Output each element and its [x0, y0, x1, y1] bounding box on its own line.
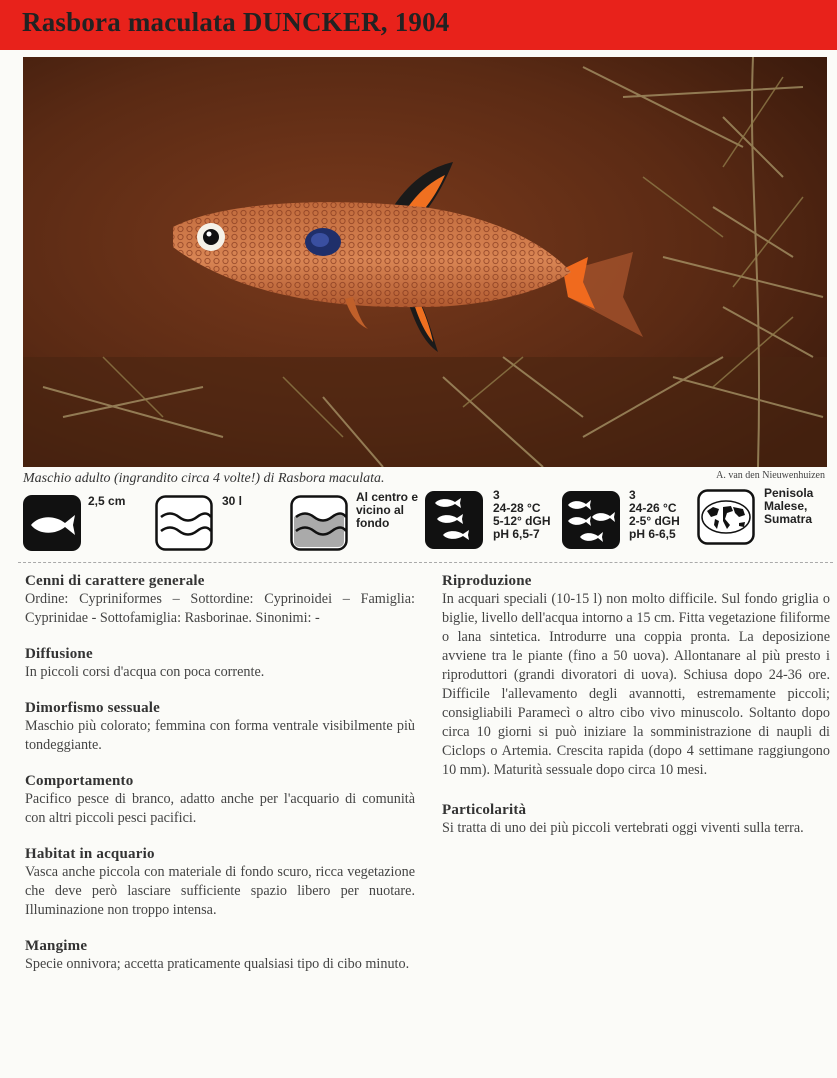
- water-zone-label: Al centro e vicino al fondo: [356, 490, 419, 530]
- section-text: Ordine: Cypriniformes – Sottordine: Cyprinoidei – Famiglia: Cyprinidae - Sottofamiglia: Rasborinae. Sinonimi: -: [25, 591, 415, 626]
- section-text: Si tratta di uno dei più piccoli vertebrati oggi viventi sulla terra.: [442, 820, 804, 836]
- fish-photo-illustration: [23, 57, 827, 467]
- section-heading: Dimorfismo sessuale: [25, 700, 161, 716]
- title-banner: [0, 0, 837, 50]
- section-heading: Habitat in acquario: [25, 846, 155, 862]
- section-text: In piccoli corsi d'acqua con poca corrente.: [25, 664, 265, 680]
- section-text: In acquari speciali (10-15 l) non molto difficile. Sul fondo griglia o biglie, livello dell'acqua intorno a 15 cm. Fitta vegetazione filiforme o lana sintetica. Introdurre una coppia pronta. La deposizione avviene tra le piante (fino a 50 uova). Allontanare al più presto i riproduttori (grandi divoratori di uova). Schiusa dopo 24-36 ore. Difficile l'allevamento degli avannotti, estremamente piccoli; consigliabili Paramecì o altro cibo vivo minuscolo. Soltanto dopo circa 10 giorni si può iniziare la somministrazione di naupli di Ciclops o Artemia. Crescita rapida (dopo 4 settimane raggiungono 10 mm). Maturità sessuale dopo circa 10 mesi.: [442, 591, 830, 778]
- tank-volume-label: 30 l: [222, 494, 243, 508]
- right-column: [442, 573, 830, 838]
- section-text: Vasca anche piccola con materiale di fondo scuro, ricca vegetazione che deve però lasciare sufficiente spazio libero per nuotare. Illuminazione non troppo intensa.: [25, 864, 415, 918]
- fish-size-icon: [23, 495, 81, 551]
- breeding-conditions-label: 3 24-26 °C 2-5° dGH pH 6-6,5: [629, 488, 680, 541]
- section-reproduction: [442, 573, 830, 780]
- section-heading: Cenni di carattere generale: [25, 573, 205, 589]
- water-zone-icon: [290, 495, 348, 551]
- section-text: Pacifico pesce di branco, adatto anche per l'acquario di comunità con altri piccoli pesci pacifici.: [25, 791, 415, 826]
- keeping-conditions-label: 3 24-28 °C 5-12° dGH pH 6,5-7: [493, 488, 551, 541]
- section-distribution: [25, 646, 415, 682]
- breeding-conditions-icon: [562, 491, 620, 549]
- distribution-label: Penisola Malese, Sumatra: [764, 486, 814, 526]
- section-heading: Diffusione: [25, 646, 93, 662]
- page-title: Rasbora maculata DUNCKER, 1904: [22, 7, 450, 37]
- section-heading: Mangime: [25, 938, 88, 954]
- section-behaviour: [25, 773, 415, 828]
- fish-photo: [23, 57, 827, 467]
- section-particulars: [442, 802, 830, 838]
- section-dimorphism: [25, 700, 415, 755]
- section-divider: [18, 562, 833, 563]
- keeping-conditions-icon: [425, 491, 483, 549]
- photo-caption: Maschio adulto (ingrandito circa 4 volte!) di Rasbora maculata.: [23, 471, 385, 486]
- section-general: [25, 573, 415, 628]
- section-text: Maschio più colorato; femmina con forma ventrale visibilmente più tondeggiante.: [25, 718, 415, 753]
- fish-size-label: 2,5 cm: [88, 494, 126, 508]
- section-food: [25, 938, 415, 974]
- section-heading: Comportamento: [25, 773, 134, 789]
- world-map-icon: [697, 489, 755, 545]
- section-habitat: [25, 846, 415, 920]
- section-text: Specie onnivora; accetta praticamente qualsiasi tipo di cibo minuto.: [25, 956, 410, 972]
- tank-volume-icon: [155, 495, 213, 551]
- left-column: [25, 573, 415, 974]
- section-heading: Particolarità: [442, 802, 527, 818]
- photo-credit: A. van den Nieuwenhuizen: [716, 470, 825, 481]
- section-heading: Riproduzione: [442, 573, 532, 589]
